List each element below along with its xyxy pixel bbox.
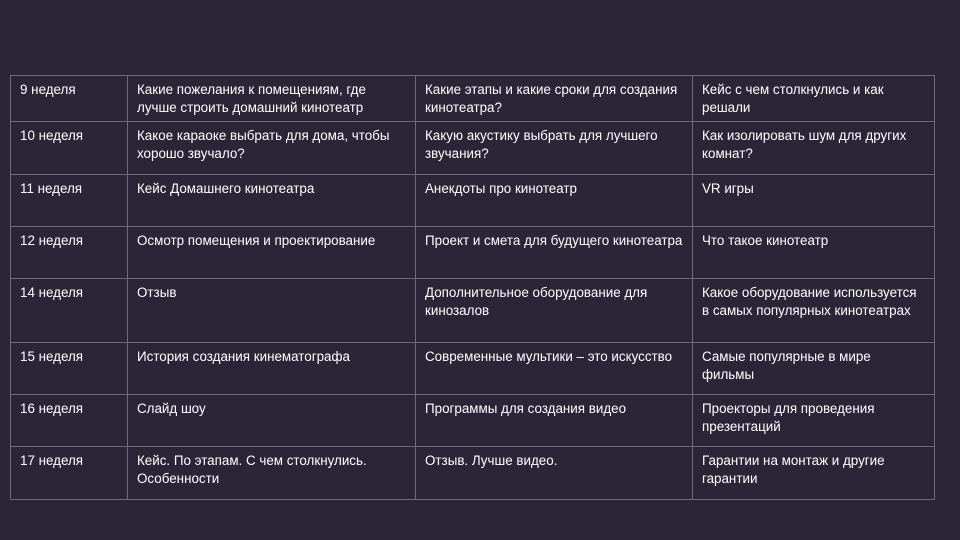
topic-cell: Кейс Домашнего кинотеатра (128, 175, 416, 227)
topic-cell: Кейс с чем столкнулись и как решали (693, 76, 935, 122)
table-row (11, 175, 935, 227)
topic-cell: Какие пожелания к помещениям, где лучше строить домашний кинотеатр (128, 76, 416, 122)
topic-cell: История создания кинематографа (128, 343, 416, 395)
content-plan-table (10, 75, 935, 500)
topic-cell: Анекдоты про кинотеатр (416, 175, 693, 227)
topic-cell: Кейс. По этапам. С чем столкнулись. Особенности (128, 447, 416, 500)
topic-cell: Осмотр помещения и проектирование (128, 227, 416, 279)
week-cell: 15 неделя (11, 343, 128, 395)
topic-cell: Проект и смета для будущего кинотеатра (416, 227, 693, 279)
topic-cell: Самые популярные в мире фильмы (693, 343, 935, 395)
topic-cell: Проекторы для проведения презентаций (693, 395, 935, 447)
topic-cell: Какое оборудование используется в самых популярных кинотеатрах (693, 279, 935, 343)
topic-cell: Отзыв (128, 279, 416, 343)
topic-cell: Слайд шоу (128, 395, 416, 447)
table-row (11, 395, 935, 447)
table-row (11, 76, 935, 122)
topic-cell: Программы для создания видео (416, 395, 693, 447)
week-cell: 11 неделя (11, 175, 128, 227)
topic-cell: Современные мультики – это искусство (416, 343, 693, 395)
topic-cell: Дополнительное оборудование для кинозалов (416, 279, 693, 343)
topic-cell: Что такое кинотеатр (693, 227, 935, 279)
topic-cell: Гарантии на монтаж и другие гарантии (693, 447, 935, 500)
topic-cell: Какое караоке выбрать для дома, чтобы хорошо звучало? (128, 122, 416, 175)
table-row (11, 447, 935, 500)
topic-cell: Какую акустику выбрать для лучшего звучания? (416, 122, 693, 175)
topic-cell: VR игры (693, 175, 935, 227)
topic-cell: Как изолировать шум для других комнат? (693, 122, 935, 175)
week-cell: 9 неделя (11, 76, 128, 122)
table-row (11, 227, 935, 279)
table-row (11, 343, 935, 395)
table-row (11, 122, 935, 175)
week-cell: 12 неделя (11, 227, 128, 279)
week-cell: 10 неделя (11, 122, 128, 175)
week-cell: 17 неделя (11, 447, 128, 500)
week-cell: 16 неделя (11, 395, 128, 447)
table-row (11, 279, 935, 343)
week-cell: 14 неделя (11, 279, 128, 343)
topic-cell: Какие этапы и какие сроки для создания кинотеатра? (416, 76, 693, 122)
topic-cell: Отзыв. Лучше видео. (416, 447, 693, 500)
